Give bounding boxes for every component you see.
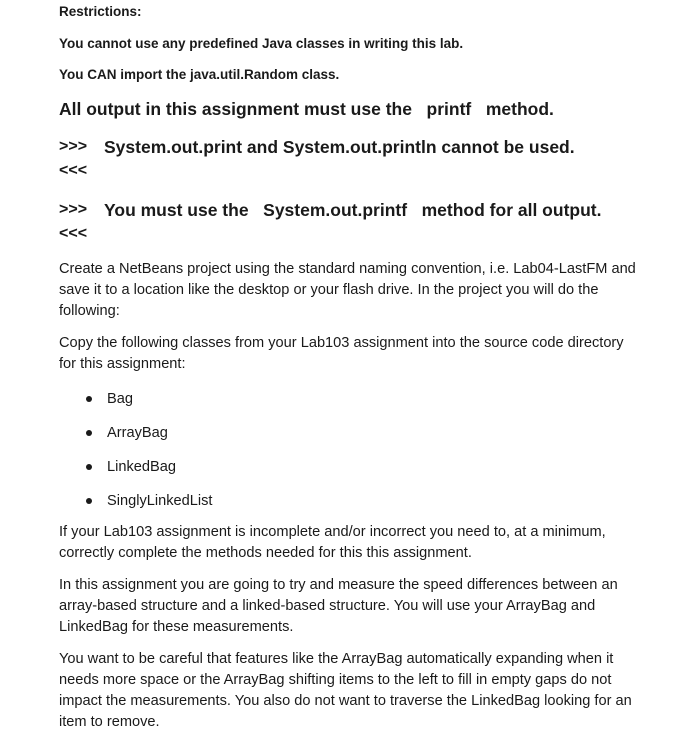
rule-2-open-marker: >>>	[59, 201, 88, 218]
rule-2-close-marker: <<<	[59, 225, 88, 242]
bullet-icon	[86, 430, 92, 436]
bullet-icon	[86, 498, 92, 504]
output-rule-2	[59, 200, 649, 244]
paragraph-measure: In this assignment you are going to try and measure the speed differences between an array-based structure and a linked-based structure. You will use your ArrayBag and LinkedBag for these measurements.	[59, 577, 618, 635]
class-name: ArrayBag	[107, 425, 168, 441]
restrictions-heading: Restrictions:	[59, 4, 142, 19]
rule-1-open-marker: >>>	[59, 138, 88, 155]
rule-1-text: System.out.print and System.out.println cannot be used.	[104, 137, 575, 157]
rule-1-close-marker: <<<	[59, 162, 88, 179]
class-name: Bag	[107, 391, 133, 407]
paragraph-careful: You want to be careful that features like the ArrayBag automatically expanding when it needs more space or the ArrayBag shifting items to the left to fill in empty gaps do not impact the measurements. You also do not want to traverse the LinkedBag looking for an item to remove.	[59, 651, 632, 730]
paragraph-copy: Copy the following classes from your Lab103 assignment into the source code directory for this assignment:	[59, 335, 624, 372]
output-rule-1	[59, 137, 649, 181]
paragraph-project: Create a NetBeans project using the standard naming convention, i.e. Lab04-LastFM and save it to a location like the desktop or your flash drive. In the project you will do the following:	[59, 261, 636, 319]
paragraph-incomplete: If your Lab103 assignment is incomplete and/or incorrect you need to, at a minimum, correctly complete the methods needed for this this assignment.	[59, 524, 606, 561]
restriction-line-2: You CAN import the java.util.Random class.	[59, 67, 340, 82]
class-name: LinkedBag	[107, 459, 176, 475]
restriction-line-1: You cannot use any predefined Java classes in writing this lab.	[59, 36, 464, 51]
rule-2-text: You must use the System.out.printf method for all output.	[104, 200, 602, 220]
bullet-icon	[86, 396, 92, 402]
class-name: SinglyLinkedList	[107, 493, 213, 509]
output-main-rule: All output in this assignment must use the printf method.	[59, 99, 554, 119]
bullet-icon	[86, 464, 92, 470]
